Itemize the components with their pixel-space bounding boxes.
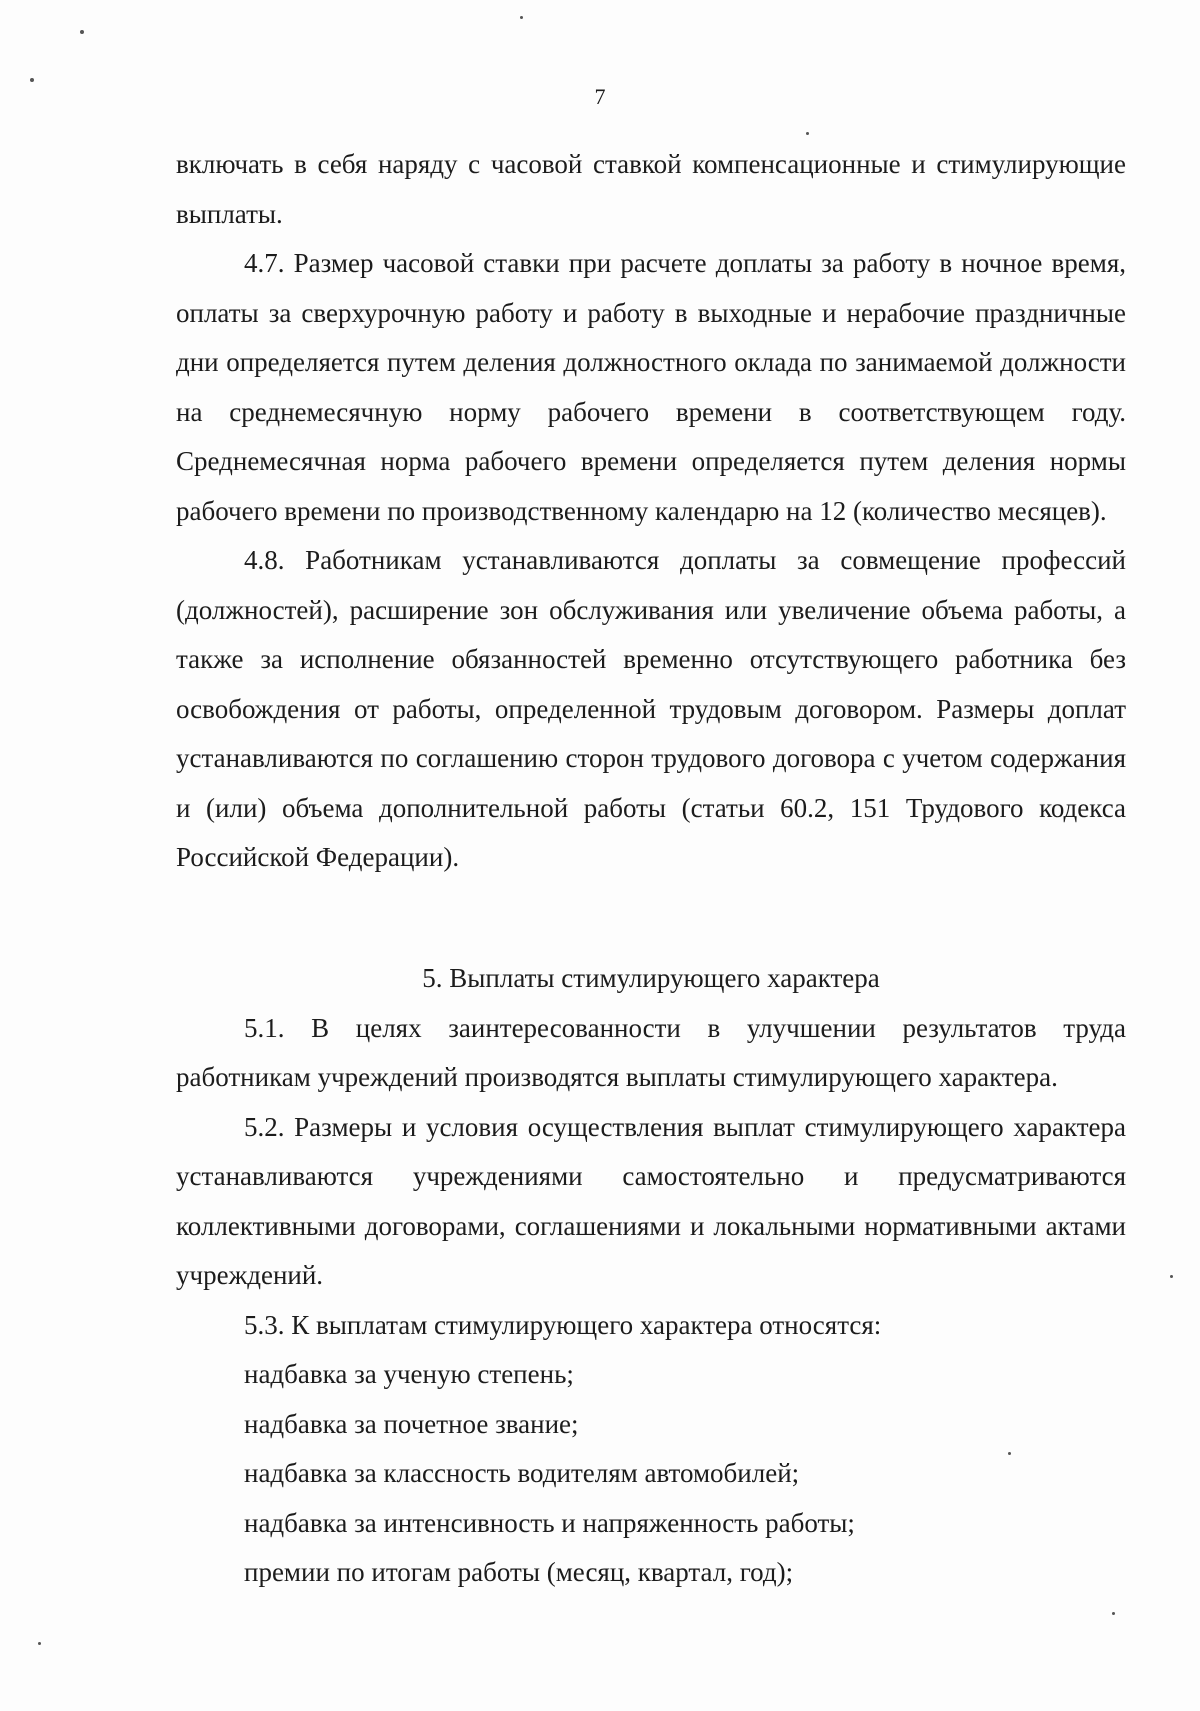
scan-speck: [1170, 1275, 1173, 1278]
page-number: 7: [594, 84, 606, 109]
list-item: надбавка за ученую степень;: [244, 1359, 574, 1389]
scan-speck: [520, 16, 523, 19]
list-item: надбавка за интенсивность и напряженность работы;: [244, 1507, 855, 1538]
section-4-text: [176, 140, 1126, 883]
paragraph-4-8: 4.8. Работникам устанавливаются доплаты за совмещение профессий (должностей), расширение зон обслуживания или увеличение объема работы, а также за исполнение обязанностей временно отсутствующего работника без освобождения от работы, определенной трудовым договором. Размеры доплат устанавливаются по соглашению сторон трудового договора с учетом содержания и (или) объема дополнительной работы (статьи 60.2, 151 Трудового кодекса Российской Федерации).: [176, 545, 1126, 872]
paragraph-5-2: 5.2. Размеры и условия осуществления выплат стимулирующего характера устанавливаются учреждениями самостоятельно и предусматриваются коллективными договорами, соглашениями и локальными нормативными актами учреждений.: [176, 1111, 1126, 1290]
scan-speck: [30, 78, 34, 82]
list-item: надбавка за классность водителям автомобилей;: [244, 1458, 800, 1488]
scan-speck: [80, 30, 84, 34]
scan-speck: [806, 132, 809, 135]
list-item: премии по итогам работы (месяц, квартал, год);: [244, 1557, 794, 1587]
section-5-text: [176, 954, 1126, 1598]
list-item: надбавка за почетное звание;: [244, 1408, 579, 1439]
scan-speck: [1008, 1452, 1011, 1455]
section-5-heading: 5. Выплаты стимулирующего характера: [422, 963, 880, 993]
paragraph-4-7: 4.7. Размер часовой ставки при расчете доплаты за работу в ночное время, оплаты за сверхурочную работу и работу в выходные и нерабочие праздничные дни определяется путем деления должностного оклада по занимаемой должности на среднемесячную норму рабочего времени в соответствующем году. Среднемесячная норма рабочего времени определяется путем деления нормы рабочего времени по производственному календарю на 12 (количество месяцев).: [176, 248, 1126, 526]
scan-speck: [1112, 1612, 1115, 1615]
scan-speck: [38, 1642, 41, 1645]
paragraph-5-1: 5.1. В целях заинтересованности в улучшении результатов труда работникам учреждений производятся выплаты стимулирующего характера.: [176, 1012, 1126, 1092]
paragraph-continuation: включать в себя наряду с часовой ставкой компенсационные и стимулирующие выплаты.: [176, 149, 1126, 229]
paragraph-5-3: 5.3. К выплатам стимулирующего характера относятся:: [244, 1309, 882, 1340]
